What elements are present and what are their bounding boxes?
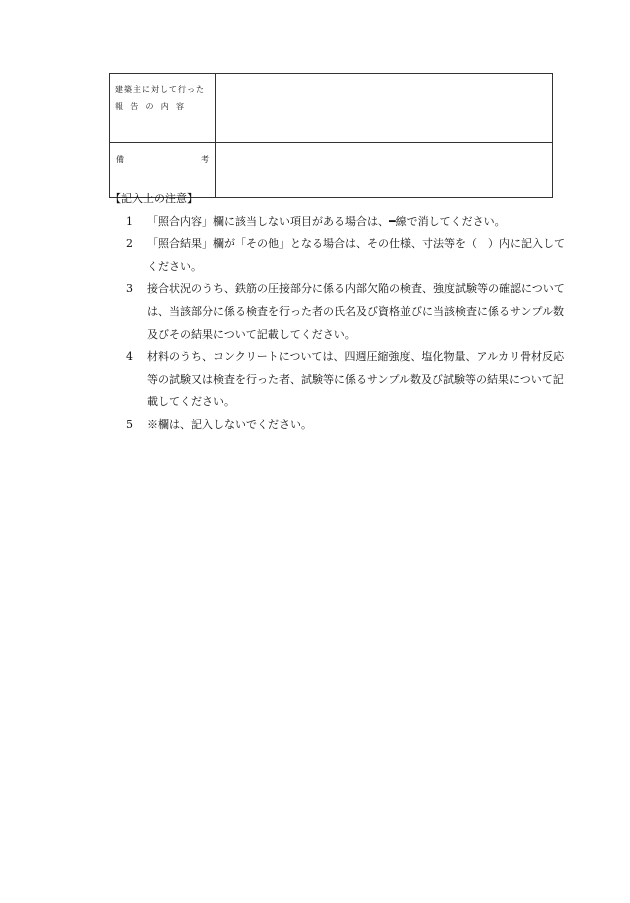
report-label-char: の [145, 102, 155, 111]
note-item [110, 414, 570, 437]
report-label-char: 内 [160, 102, 170, 111]
note-number: 5 [126, 417, 133, 431]
note-number: 2 [126, 237, 133, 251]
report-label-line2 [115, 98, 185, 115]
report-label-char: 告 [130, 102, 140, 111]
note-number: 3 [126, 282, 133, 296]
report-label-char: 容 [176, 102, 185, 111]
remarks-label-char: 考 [201, 155, 209, 164]
remarks-label [116, 151, 209, 168]
notes-section [110, 188, 570, 437]
note-item [110, 233, 570, 278]
notes-heading: 【記入上の注意】 [110, 192, 198, 205]
report-label-line1: 建築主に対して行った [115, 85, 205, 94]
note-text: 材料のうち、コンクリートについては、四週圧縮強度、塩化物量、アルカリ骨材反応等の試験又は検査を行った者、試験等に係るサンプル数及び試験等の結果について記載してください。 [147, 350, 565, 409]
note-item [110, 278, 570, 346]
note-number: 4 [126, 350, 133, 364]
note-item [110, 211, 570, 234]
note-number: 1 [126, 214, 133, 228]
note-text: 「照合内容」欄に該当しない項目がある場合は、━線で消してください。 [147, 214, 506, 228]
remarks-label-char: 備 [116, 155, 124, 164]
report-label-char: 報 [115, 102, 124, 111]
note-text: 「照合結果」欄が「その他」となる場合は、その仕様、寸法等を（ ）内に記入してください。 [147, 237, 565, 273]
note-item [110, 346, 570, 414]
note-text: ※欄は、記入しないでください。 [147, 417, 312, 431]
inspection-form-table [109, 73, 553, 198]
report-label-cell [110, 74, 216, 143]
note-text: 接合状況のうち、鉄筋の圧接部分に係る内部欠陥の検査、強度試験等の確認については、当該部分に係る検査を行った者の氏名及び資格並びに当該検査に係るサンプル数及びその結果について記載してください。 [147, 282, 565, 341]
report-value-cell[interactable] [216, 74, 553, 143]
report-row [110, 74, 553, 143]
